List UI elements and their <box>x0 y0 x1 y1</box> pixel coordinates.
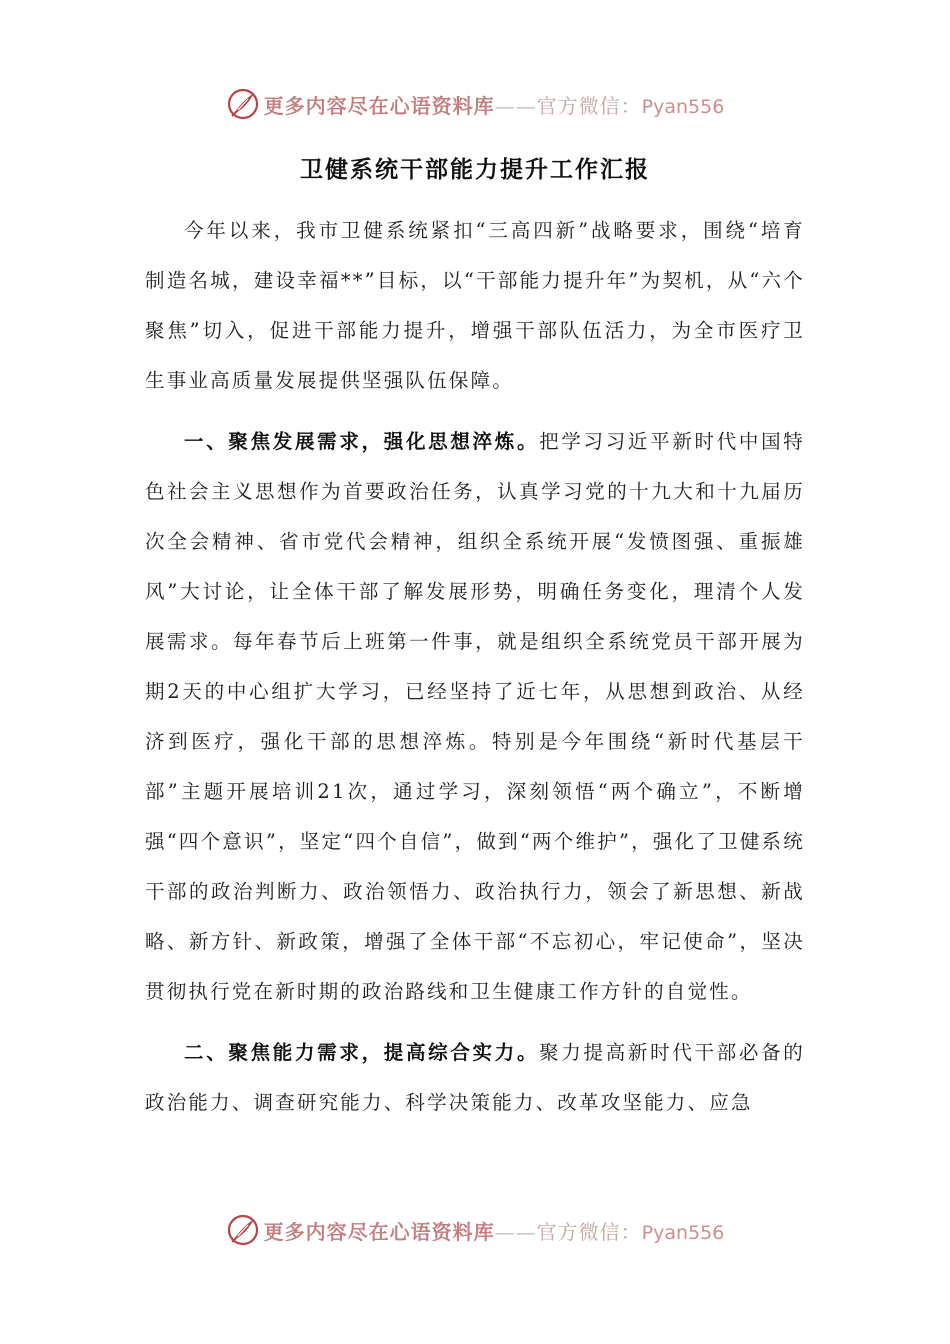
watermark-footer <box>0 1210 950 1250</box>
document-body <box>145 206 805 1128</box>
feather-pen-logo-icon <box>226 87 260 121</box>
watermark-separator: —— <box>494 93 537 118</box>
watermark-sub-text: 官方微信： <box>536 93 642 118</box>
document-title: 卫健系统干部能力提升工作汇报 <box>300 157 650 183</box>
section-1-paragraph <box>145 417 805 1017</box>
watermark-main-text: 更多内容尽在心语资料库 <box>263 93 495 118</box>
watermark-separator: —— <box>494 1219 537 1244</box>
feather-pen-logo-icon <box>226 1213 260 1247</box>
intro-paragraph <box>145 206 805 406</box>
paragraph-text: 聚力提高新时代干部必备的政治能力、调查研究能力、科学决策能力、改革攻坚能力、应急 <box>145 1041 805 1114</box>
watermark-header <box>0 84 950 124</box>
watermark-text <box>264 90 725 119</box>
watermark-text <box>264 1216 725 1245</box>
paragraph-text: 今年以来，我市卫健系统紧扣“三高四新”战略要求，围绕“培育制造名城，建设幸福**”目标，以“干部能力提升年”为契机，从“六个聚焦”切入，促进干部能力提升，增强干部队伍活力，为全市医疗卫生事业高质量发展提供坚强队伍保障。 <box>145 219 805 392</box>
watermark-main-text: 更多内容尽在心语资料库 <box>263 1219 495 1244</box>
section-2-paragraph <box>145 1028 805 1128</box>
section-2-heading: 二、聚焦能力需求，提高综合实力。 <box>184 1041 540 1064</box>
watermark-sub-text: 官方微信： <box>536 1219 642 1244</box>
watermark-wechat-id: Pyan556 <box>641 1221 725 1244</box>
paragraph-text: 把学习习近平新时代中国特色社会主义思想作为首要政治任务，认真学习党的十九大和十九届历次全会精神、省市党代会精神，组织全系统开展“发愤图强、重振雄风”大讨论，让全体干部了解发展形势，明确任务变化，理清个人发展需求。每年春节后上班第一件事，就是组织全系统党员干部开展为期2天的中心组扩大学习，已经坚持了近七年，从思想到政治、从经济到医疗，强化干部的思想淬炼。特别是今年围绕“新时代基层干部”主题开展培训21次，通过学习，深刻领悟“两个确立”，不断增强“四个意识”，坚定“四个自信”，做到“两个维护”，强化了卫健系统干部的政治判断力、政治领悟力、政治执行力，领会了新思想、新战略、新方针、新政策，增强了全体干部“不忘初心，牢记使命”，坚决贯彻执行党在新时期的政治路线和卫生健康工作方针的自觉性。 <box>145 430 805 1003</box>
watermark-wechat-id: Pyan556 <box>641 95 725 118</box>
section-1-heading: 一、聚焦发展需求，强化思想淬炼。 <box>184 430 540 453</box>
